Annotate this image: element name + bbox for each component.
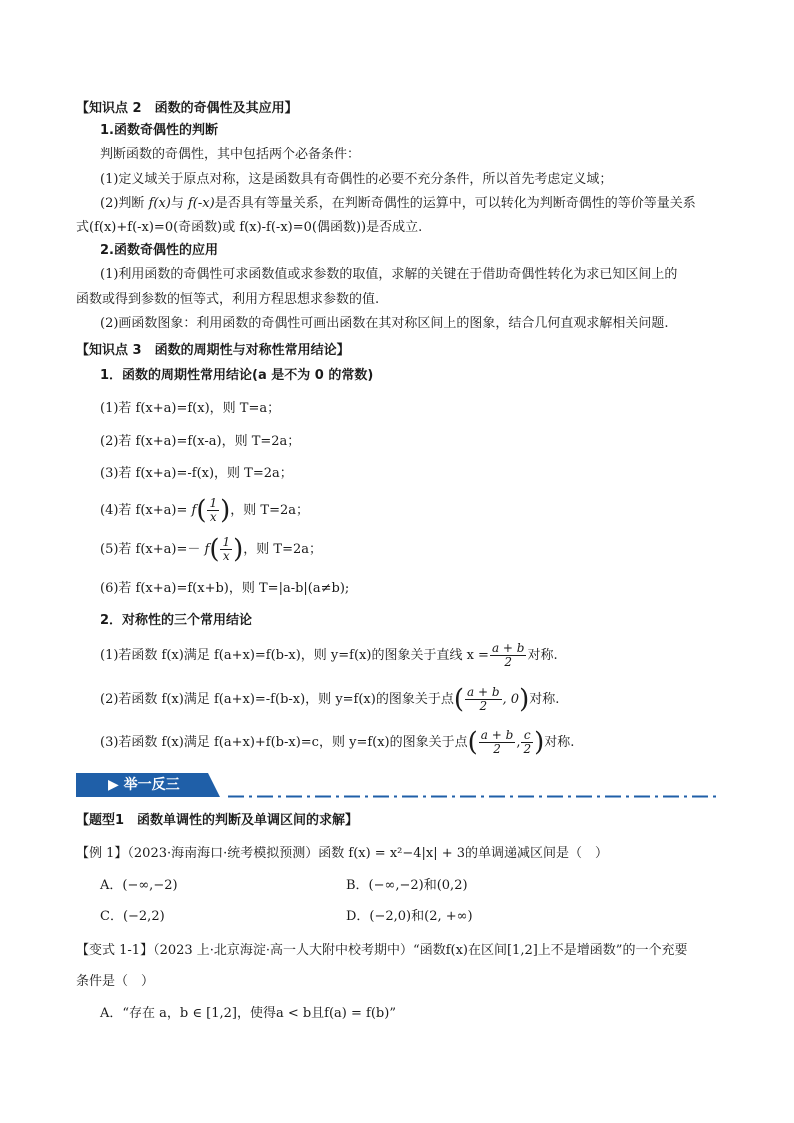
subheading-parity-application: 2.函数奇偶性的应用 xyxy=(100,243,218,258)
banner-label: ▶ 举一反三 xyxy=(108,777,180,793)
symmetry-item-3: (3)若函数 f(x)满足 f(a+x)+f(b-x)=c，则 y=f(x)的图象关于点( $\frac{a + b}{2}$ , $\frac{c}{2}$ )对称. xyxy=(100,727,575,758)
text-run: 对称. xyxy=(527,648,558,663)
left-paren: ( xyxy=(453,684,464,715)
fraction xyxy=(465,686,502,713)
text-run: (3)若函数 f(x)满足 f(a+x)+f(b-x)=c，则 y=f(x)的图象关于点 xyxy=(100,735,468,750)
paragraph: 函数或得到参数的恒等式，利用方程思想求参数的值. xyxy=(76,292,380,307)
fraction-numerator: a + b xyxy=(480,728,514,742)
fraction-numerator: a + b xyxy=(467,685,500,699)
option-c: C．(−2,2) xyxy=(100,909,165,924)
paragraph: (2)画函数图象：利用函数的奇偶性可画出函数在其对称区间上的图象，结合几何直观求解相关问题. xyxy=(100,316,669,331)
paragraph: 式(f(x)+f(-x)=0(奇函数)或 f(x)-f(-x)=0(偶函数))是否成立. xyxy=(76,220,423,235)
section-heading-knowledge-2: 【知识点 2 函数的奇偶性及其应用】 xyxy=(76,101,298,116)
fraction-denominator: 2 xyxy=(493,742,501,756)
symmetry-item-1 xyxy=(100,641,558,671)
fraction-denominator: x xyxy=(222,549,230,563)
text-run: (1)若函数 f(x)满足 f(a+x)=f(b-x)，则 y=f(x)的图象关于直线 x = xyxy=(100,648,489,663)
right-paren: ) xyxy=(220,495,231,526)
dashed-divider xyxy=(228,795,718,798)
variant-1-1-question-cont: 条件是（ ） xyxy=(76,974,155,989)
variant-1-1-question: 【变式 1-1】（2023 上·北京海淀·高一人大附中校考期中）“函数f(x)在区间[1,2]上不是增函数”的一个充要 xyxy=(76,943,688,958)
formula-run: f(x) xyxy=(148,196,171,211)
periodicity-item-1: (1)若 f(x+a)=f(x)，则 T=a； xyxy=(100,401,281,416)
option-a: A．(−∞,−2) xyxy=(100,878,178,893)
left-paren: ( xyxy=(209,534,220,565)
text-run: (2)判断 xyxy=(100,196,149,211)
right-paren: ) xyxy=(519,684,530,715)
fraction-numerator: a + b xyxy=(491,641,525,655)
periodicity-item-2: (2)若 f(x+a)=f(x-a)，则 T=2a； xyxy=(100,434,301,449)
section-heading-type-1: 【题型1 函数单调性的判断及单调区间的求解】 xyxy=(76,813,359,828)
fraction xyxy=(220,536,232,563)
paragraph: (1)定义域关于原点对称，这是函数具有奇偶性的必要不充分条件，所以首先考虑定义域； xyxy=(100,172,613,187)
function-letter: f xyxy=(204,542,210,557)
fraction-denominator: x xyxy=(209,510,217,524)
variant-option-a: A．“存在 a，b ∈ [1,2]，使得a < b且f(a) = f(b)” xyxy=(100,1006,396,1021)
text-run: 是否具有等量关系，在判断奇偶性的运算中，可以转化为判断奇偶性的等价等量关系 xyxy=(214,196,696,211)
fraction-numerator: 1 xyxy=(209,496,218,510)
fraction-numerator: 1 xyxy=(222,535,231,549)
periodicity-item-4 xyxy=(100,496,309,526)
text-run: ，则 T=2a； xyxy=(230,503,309,518)
left-paren: ( xyxy=(196,495,207,526)
periodicity-item-3: (3)若 f(x+a)=-f(x)，则 T=2a； xyxy=(100,466,293,481)
paragraph: (1)利用函数的奇偶性可求函数值或求参数的取值，求解的关键在于借助奇偶性转化为求已知区间上的 xyxy=(100,267,678,282)
left-paren: ( xyxy=(467,727,478,758)
fraction-denominator: 2 xyxy=(479,699,488,713)
subheading-symmetry: 2．对称性的三个常用结论 xyxy=(100,613,253,628)
fraction-denominator: 2 xyxy=(504,655,513,669)
function-letter: f xyxy=(191,503,197,518)
text-run: (2)若函数 f(x)满足 f(a+x)=-f(b-x)，则 y=f(x)的图象关于点 xyxy=(100,692,454,707)
subheading-periodicity: 1．函数的周期性常用结论(a 是不为 0 的常数) xyxy=(100,368,374,383)
section-heading-knowledge-3: 【知识点 3 函数的周期性与对称性常用结论】 xyxy=(76,343,350,358)
option-b: B．(−∞,−2)和(0,2) xyxy=(346,878,468,893)
text-run: 对称. xyxy=(544,735,575,750)
fraction-denominator: 2 xyxy=(523,742,532,756)
subheading-parity-judgement: 1.函数奇偶性的判断 xyxy=(100,123,218,138)
text-run: ，则 T=2a； xyxy=(243,542,322,557)
fraction xyxy=(479,729,516,756)
periodicity-item-6: (6)若 f(x+a)=f(x+b)，则 T=|a-b|(a≠b); xyxy=(100,581,350,596)
fraction xyxy=(490,642,527,669)
symmetry-item-2 xyxy=(100,685,559,715)
text-run: , 0 xyxy=(502,692,520,707)
fraction xyxy=(521,729,533,756)
text-run: 与 xyxy=(170,196,188,211)
text-run: (5)若 f(x+a)=－ xyxy=(100,542,201,557)
paragraph xyxy=(100,195,696,213)
fraction xyxy=(207,497,219,524)
option-d: D．(−2,0)和(2, +∞) xyxy=(346,909,473,924)
fraction-numerator: c xyxy=(521,729,533,743)
right-paren: ) xyxy=(534,727,545,758)
formula-run: f(-x) xyxy=(188,196,215,211)
example-1-question: 【例 1】（2023·海南海口·统考模拟预测）函数 f(x) = x²−4|x| + 3的单调递减区间是（ ） xyxy=(76,846,609,861)
text-run: (4)若 f(x+a)= xyxy=(100,503,188,518)
paragraph: 判断函数的奇偶性，其中包括两个必备条件： xyxy=(100,147,361,162)
right-paren: ) xyxy=(233,534,244,565)
text-run: 对称. xyxy=(529,692,560,707)
periodicity-item-5 xyxy=(100,535,322,565)
